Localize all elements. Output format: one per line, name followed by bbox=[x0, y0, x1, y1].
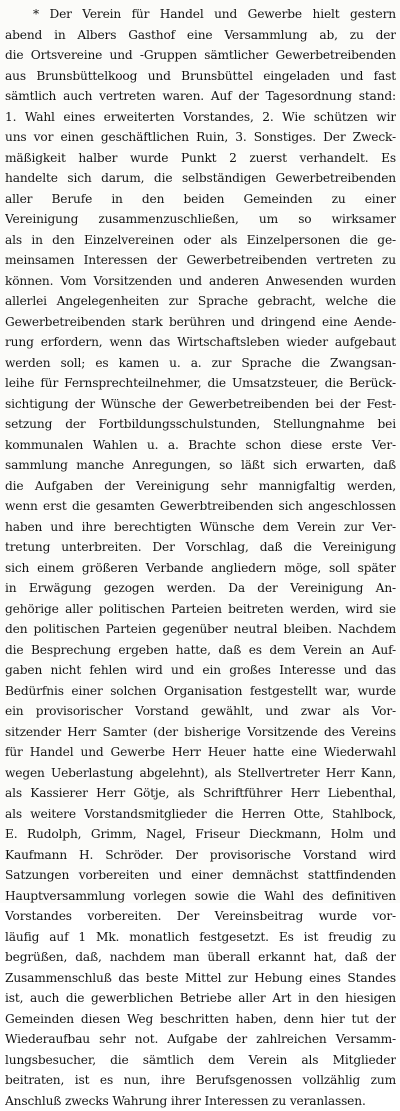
article-line: setzung der Fortbildungsschulstunden, Stellungnahme bei bbox=[5, 414, 396, 435]
article-line: handelte sich darum, die selbständigen Gewerbetreibenden bbox=[5, 168, 396, 189]
article-line: sich einem größeren Verbande angliedern möge, soll später bbox=[5, 558, 396, 579]
article-line: ist, auch die gewerblichen Betriebe aller Art in den hiesigen bbox=[5, 988, 396, 1009]
article-line: Anschluß zwecks Wahrung ihrer Interessen zu veranlassen. bbox=[5, 1091, 396, 1111]
article-line: abend in Albers Gasthof eine Versammlung ab, zu der bbox=[5, 25, 396, 46]
article-line: Gewerbetreibenden stark berühren und dringend eine Aende- bbox=[5, 312, 396, 333]
article-line: * Der Verein für Handel und Gewerbe hielt gestern bbox=[5, 4, 396, 25]
article-line: tretung unterbreiten. Der Vorschlag, daß die Vereinigung bbox=[5, 537, 396, 558]
article-line: gehörige aller politischen Parteien beitreten werden, wird sie bbox=[5, 599, 396, 620]
article-line: in Erwägung gezogen werden. Da der Vereinigung An- bbox=[5, 578, 396, 599]
article-line: aller Berufe in den beiden Gemeinden zu einer bbox=[5, 189, 396, 210]
article-line: E. Rudolph, Grimm, Nagel, Friseur Dieckmann, Holm und bbox=[5, 824, 396, 845]
article-line: wenn erst die gesamten Gewerbtreibenden sich angeschlossen bbox=[5, 496, 396, 517]
article-line: für Handel und Gewerbe Herr Heuer hatte eine Wiederwahl bbox=[5, 742, 396, 763]
article-line: lungsbesucher, die sämtlich dem Verein als Mitglieder bbox=[5, 1050, 396, 1071]
article-line: leihe für Fernsprechteilnehmer, die Umsatzsteuer, die Berück- bbox=[5, 373, 396, 394]
article-line: Vorstandes vorbereiten. Der Vereinsbeitrag wurde vor- bbox=[5, 906, 396, 927]
article-line: 1. Wahl eines erweiterten Vorstandes, 2. Wie schützen wir bbox=[5, 107, 396, 128]
article-line: sammlung manche Anregungen, so läßt sich erwarten, daß bbox=[5, 455, 396, 476]
article-line: gaben nicht fehlen wird und ein großes Interesse und das bbox=[5, 660, 396, 681]
article-line: ein provisorischer Vorstand gewählt, und zwar als Vor- bbox=[5, 701, 396, 722]
article-line: begrüßen, daß, nachdem man überall erkannt hat, daß der bbox=[5, 947, 396, 968]
article-line: als Kassierer Herr Götje, als Schriftführer Herr Liebenthal, bbox=[5, 783, 396, 804]
article-line: Kaufmann H. Schröder. Der provisorische Vorstand wird bbox=[5, 845, 396, 866]
article-body bbox=[5, 4, 396, 1111]
article-line: den politischen Parteien gegenüber neutral bleiben. Nachdem bbox=[5, 619, 396, 640]
article-line: allerlei Angelegenheiten zur Sprache gebracht, welche die bbox=[5, 291, 396, 312]
article-line: haben und ihre berechtigten Wünsche dem Verein zur Ver- bbox=[5, 517, 396, 538]
article-line: können. Vom Vorsitzenden und anderen Anwesenden wurden bbox=[5, 271, 396, 292]
article-line: sichtigung der Wünsche der Gewerbetreibenden bei der Fest- bbox=[5, 394, 396, 415]
article-line: als in den Einzelvereinen oder als Einzelpersonen die ge- bbox=[5, 230, 396, 251]
article-line: beitraten, ist es nun, ihre Berufsgenossen vollzählig zum bbox=[5, 1070, 396, 1091]
article-line: aus Brunsbüttelkoog und Brunsbüttel eingeladen und fast bbox=[5, 66, 396, 87]
article-line: die Aufgaben der Vereinigung sehr mannigfaltig werden, bbox=[5, 476, 396, 497]
article-line: mäßigkeit halber wurde Punkt 2 zuerst verhandelt. Es bbox=[5, 148, 396, 169]
article-line: wegen Ueberlastung abgelehnt), als Stellvertreter Herr Kann, bbox=[5, 763, 396, 784]
article-line: Satzungen vorbereiten und einer demnächst stattfindenden bbox=[5, 865, 396, 886]
article-line: rung erfordern, wenn das Wirtschaftsleben wieder aufgebaut bbox=[5, 332, 396, 353]
article-line: Hauptversammlung vorlegen sowie die Wahl des definitiven bbox=[5, 886, 396, 907]
article-line: Vereinigung zusammenzuschließen, um so wirksamer bbox=[5, 209, 396, 230]
article-line: Bedürfnis einer solchen Organisation festgestellt war, wurde bbox=[5, 681, 396, 702]
article-line: läufig auf 1 Mk. monatlich festgesetzt. Es ist freudig zu bbox=[5, 927, 396, 948]
article-line: Wiederaufbau sehr not. Aufgabe der zahlreichen Versamm- bbox=[5, 1029, 396, 1050]
article-line: meinsamen Interessen der Gewerbetreibenden vertreten zu bbox=[5, 250, 396, 271]
article-line: Zusammenschluß das beste Mittel zur Hebung eines Standes bbox=[5, 968, 396, 989]
article-line: als weitere Vorstandsmitglieder die Herren Otte, Stahlbock, bbox=[5, 804, 396, 825]
article-line: Gemeinden diesen Weg beschritten haben, denn hier tut der bbox=[5, 1009, 396, 1030]
article-line: sämtlich auch vertreten waren. Auf der Tagesordnung stand: bbox=[5, 86, 396, 107]
article-line: uns vor einen geschäftlichen Ruin, 3. Sonstiges. Der Zweck- bbox=[5, 127, 396, 148]
article-line: sitzender Herr Samter (der bisherige Vorsitzende des Vereins bbox=[5, 722, 396, 743]
article-line: die Ortsvereine und -Gruppen sämtlicher Gewerbetreibenden bbox=[5, 45, 396, 66]
article-line: die Besprechung ergeben hatte, daß es dem Verein an Auf- bbox=[5, 640, 396, 661]
article-line: werden soll; es kamen u. a. zur Sprache die Zwangsan- bbox=[5, 353, 396, 374]
article-line: kommunalen Wahlen u. a. Brachte schon diese erste Ver- bbox=[5, 435, 396, 456]
